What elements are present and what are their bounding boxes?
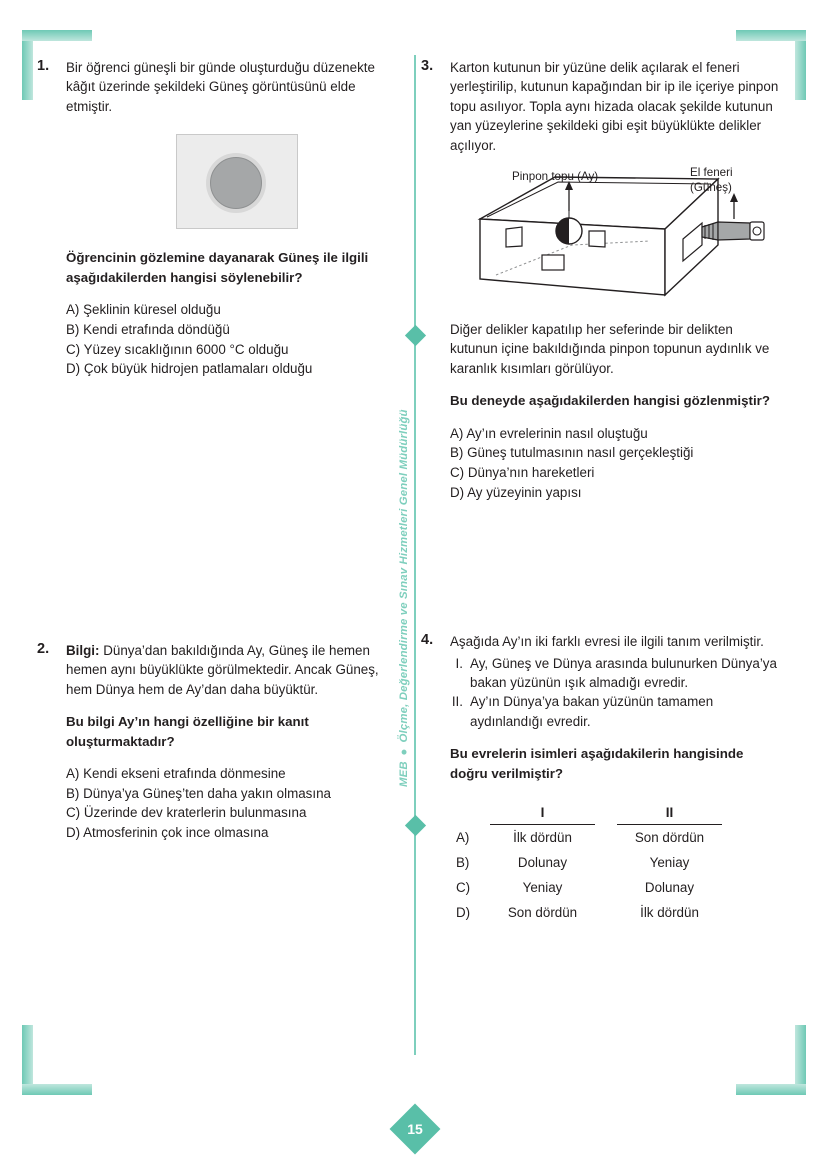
question-2-number: 2. [37,640,50,657]
question-2-stem: Bu bilgi Ay’ın hangi özelliğine bir kanıt oluşturmaktadır? [66,714,309,749]
question-1-intro: Bir öğrenci güneşli bir günde oluşturduğu düzenekte kâğıt üzerinde şekildeki Güneş görüntüsünü elde etmiştir. [66,60,375,114]
option-d[interactable]: D) Atmosferinin çok ince olmasına [66,824,269,840]
page-number-value: 15 [407,1121,423,1137]
row-option-label: B) [456,854,470,870]
question-1-stem: Öğrencinin gözlemine dayanarak Güneş ile ilgili aşağıdakilerden hangisi söylenebilir? [66,250,369,285]
definition-item-1 [450,654,780,693]
option-b[interactable]: B) Kendi etrafında döndüğü [66,322,230,337]
option-b[interactable]: B) Dünya’ya Güneş’ten daha yakın olmasına [66,785,331,801]
question-4-definition-list [450,654,780,732]
sun-disc-shape [210,157,262,209]
bracket-horizontal-bar [736,30,806,41]
question-3-intro: Karton kutunun bir yüzüne delik açılarak el feneri yerleştirilip, kutunun kapağından bir ip ile içeriye pinpon topu asılıyor. Topla aynı hizada olacak şekilde kutunun yan yüzeylerine şekildeki gibi eşit büyüklükte delikler açılıyor. [450,60,779,153]
row-option-label: C) [456,879,471,895]
row-option-label: D) [456,904,471,920]
question-2-info-label: Bilgi: [66,642,100,658]
question-3 [421,58,780,502]
row-option-label: A) [456,829,470,845]
option-c[interactable]: C) Üzerinde dev kraterlerin bulunmasına [66,805,307,821]
row-value-col1: İlk dördün [513,829,572,845]
question-1-number: 1. [37,58,50,74]
divider-diamond-marker-bottom [404,815,425,836]
row-value-col2: Yeniay [649,854,690,870]
publisher-vertical-label: MEB ● Ölçme, Değerlendirme ve Sınav Hizmetleri Genel Müdürlüğü [398,409,410,787]
row-value-col2: Son dördün [634,829,705,845]
question-2-info-text: Dünya’dan bakıldığında Ay, Güneş ile hemen hemen aynı büyüklükte görülmektedir. Ancak Güneş, hem Dünya hem de Ay’dan daha büyüktür. [66,642,379,697]
page-number-badge [390,1104,441,1155]
question-2-intro [66,641,396,699]
right-column [421,58,780,925]
definition-2-numeral: II. [451,694,463,710]
carton-box-figure [450,167,780,307]
question-3-intro-2: Diğer delikler kapatılıp her seferinde bir delikten kutunun içine bakıldığında pinpon topunun aydınlık ve karanlık kısımları görülüyor. [450,322,770,376]
row-value-col1: Dolunay [517,854,568,870]
row-value-col2: İlk dördün [640,904,699,920]
flashlight-label-line2: (Güneş) [690,181,732,195]
table-row[interactable] [456,850,722,875]
flashlight-label-line1: El feneri [690,166,733,180]
definition-item-2 [450,692,780,731]
option-d[interactable]: D) Çok büyük hidrojen patlamaları olduğu [66,361,313,377]
question-2 [37,640,396,843]
bracket-horizontal-bar [22,1084,92,1095]
question-2-options [66,764,396,842]
question-4-intro: Aşağıda Ay’ın iki farklı evresi ile ilgili tanım verilmiştir. [450,634,764,650]
question-4 [421,632,780,925]
option-a[interactable]: A) Ay’ın evrelerinin nasıl oluştuğu [450,425,648,441]
corner-bracket-bottom-left [22,1025,92,1095]
divider-diamond-marker-top [404,325,425,346]
option-c[interactable]: C) Dünya’nın hareketleri [450,465,595,481]
bracket-horizontal-bar [736,1084,806,1095]
question-4-answer-table [456,805,722,925]
table-row[interactable] [456,900,722,925]
ball-label: Pinpon topu (Ay) [512,170,599,184]
answer-table-header-row [456,805,722,823]
option-a[interactable]: A) Kendi ekseni etrafında dönmesine [66,766,286,782]
column-header-1: I [540,805,545,821]
table-row[interactable] [456,875,722,900]
sun-projection-figure [176,134,298,229]
table-row[interactable] [456,824,722,850]
row-value-col1: Yeniay [522,879,563,895]
option-c[interactable]: C) Yüzey sıcaklığının 6000 °C olduğu [66,341,289,357]
question-3-stem: Bu deneyde aşağıdakilerden hangisi gözlenmiştir? [450,393,770,409]
definition-1-numeral: I. [455,655,463,671]
definition-2-text: Ay’ın Dünya’ya bakan yüzünün tamamen aydınlandığı evredir. [470,694,714,729]
question-3-options [450,424,780,502]
option-d[interactable]: D) Ay yüzeyinin yapısı [450,484,582,500]
bracket-horizontal-bar [22,30,92,41]
question-1-options [66,300,396,378]
column-header-2: II [665,805,674,821]
definition-1-text: Ay, Güneş ve Dünya arasında bulunurken Dünya’ya bakan yüzünün ışık almadığı evredir. [470,655,777,691]
corner-bracket-bottom-right [736,1025,806,1095]
question-4-number: 4. [421,632,434,649]
row-value-col1: Son dördün [507,904,578,920]
question-4-stem: Bu evrelerin isimleri aşağıdakilerin hangisinde doğru verilmiştir? [450,746,744,781]
question-1 [37,58,396,379]
row-value-col2: Dolunay [644,879,695,895]
option-b[interactable]: B) Güneş tutulmasının nasıl gerçekleştiği [450,445,694,461]
question-3-number: 3. [421,58,434,74]
option-a[interactable]: A) Şeklinin küresel olduğu [66,302,221,318]
left-column [37,58,396,843]
